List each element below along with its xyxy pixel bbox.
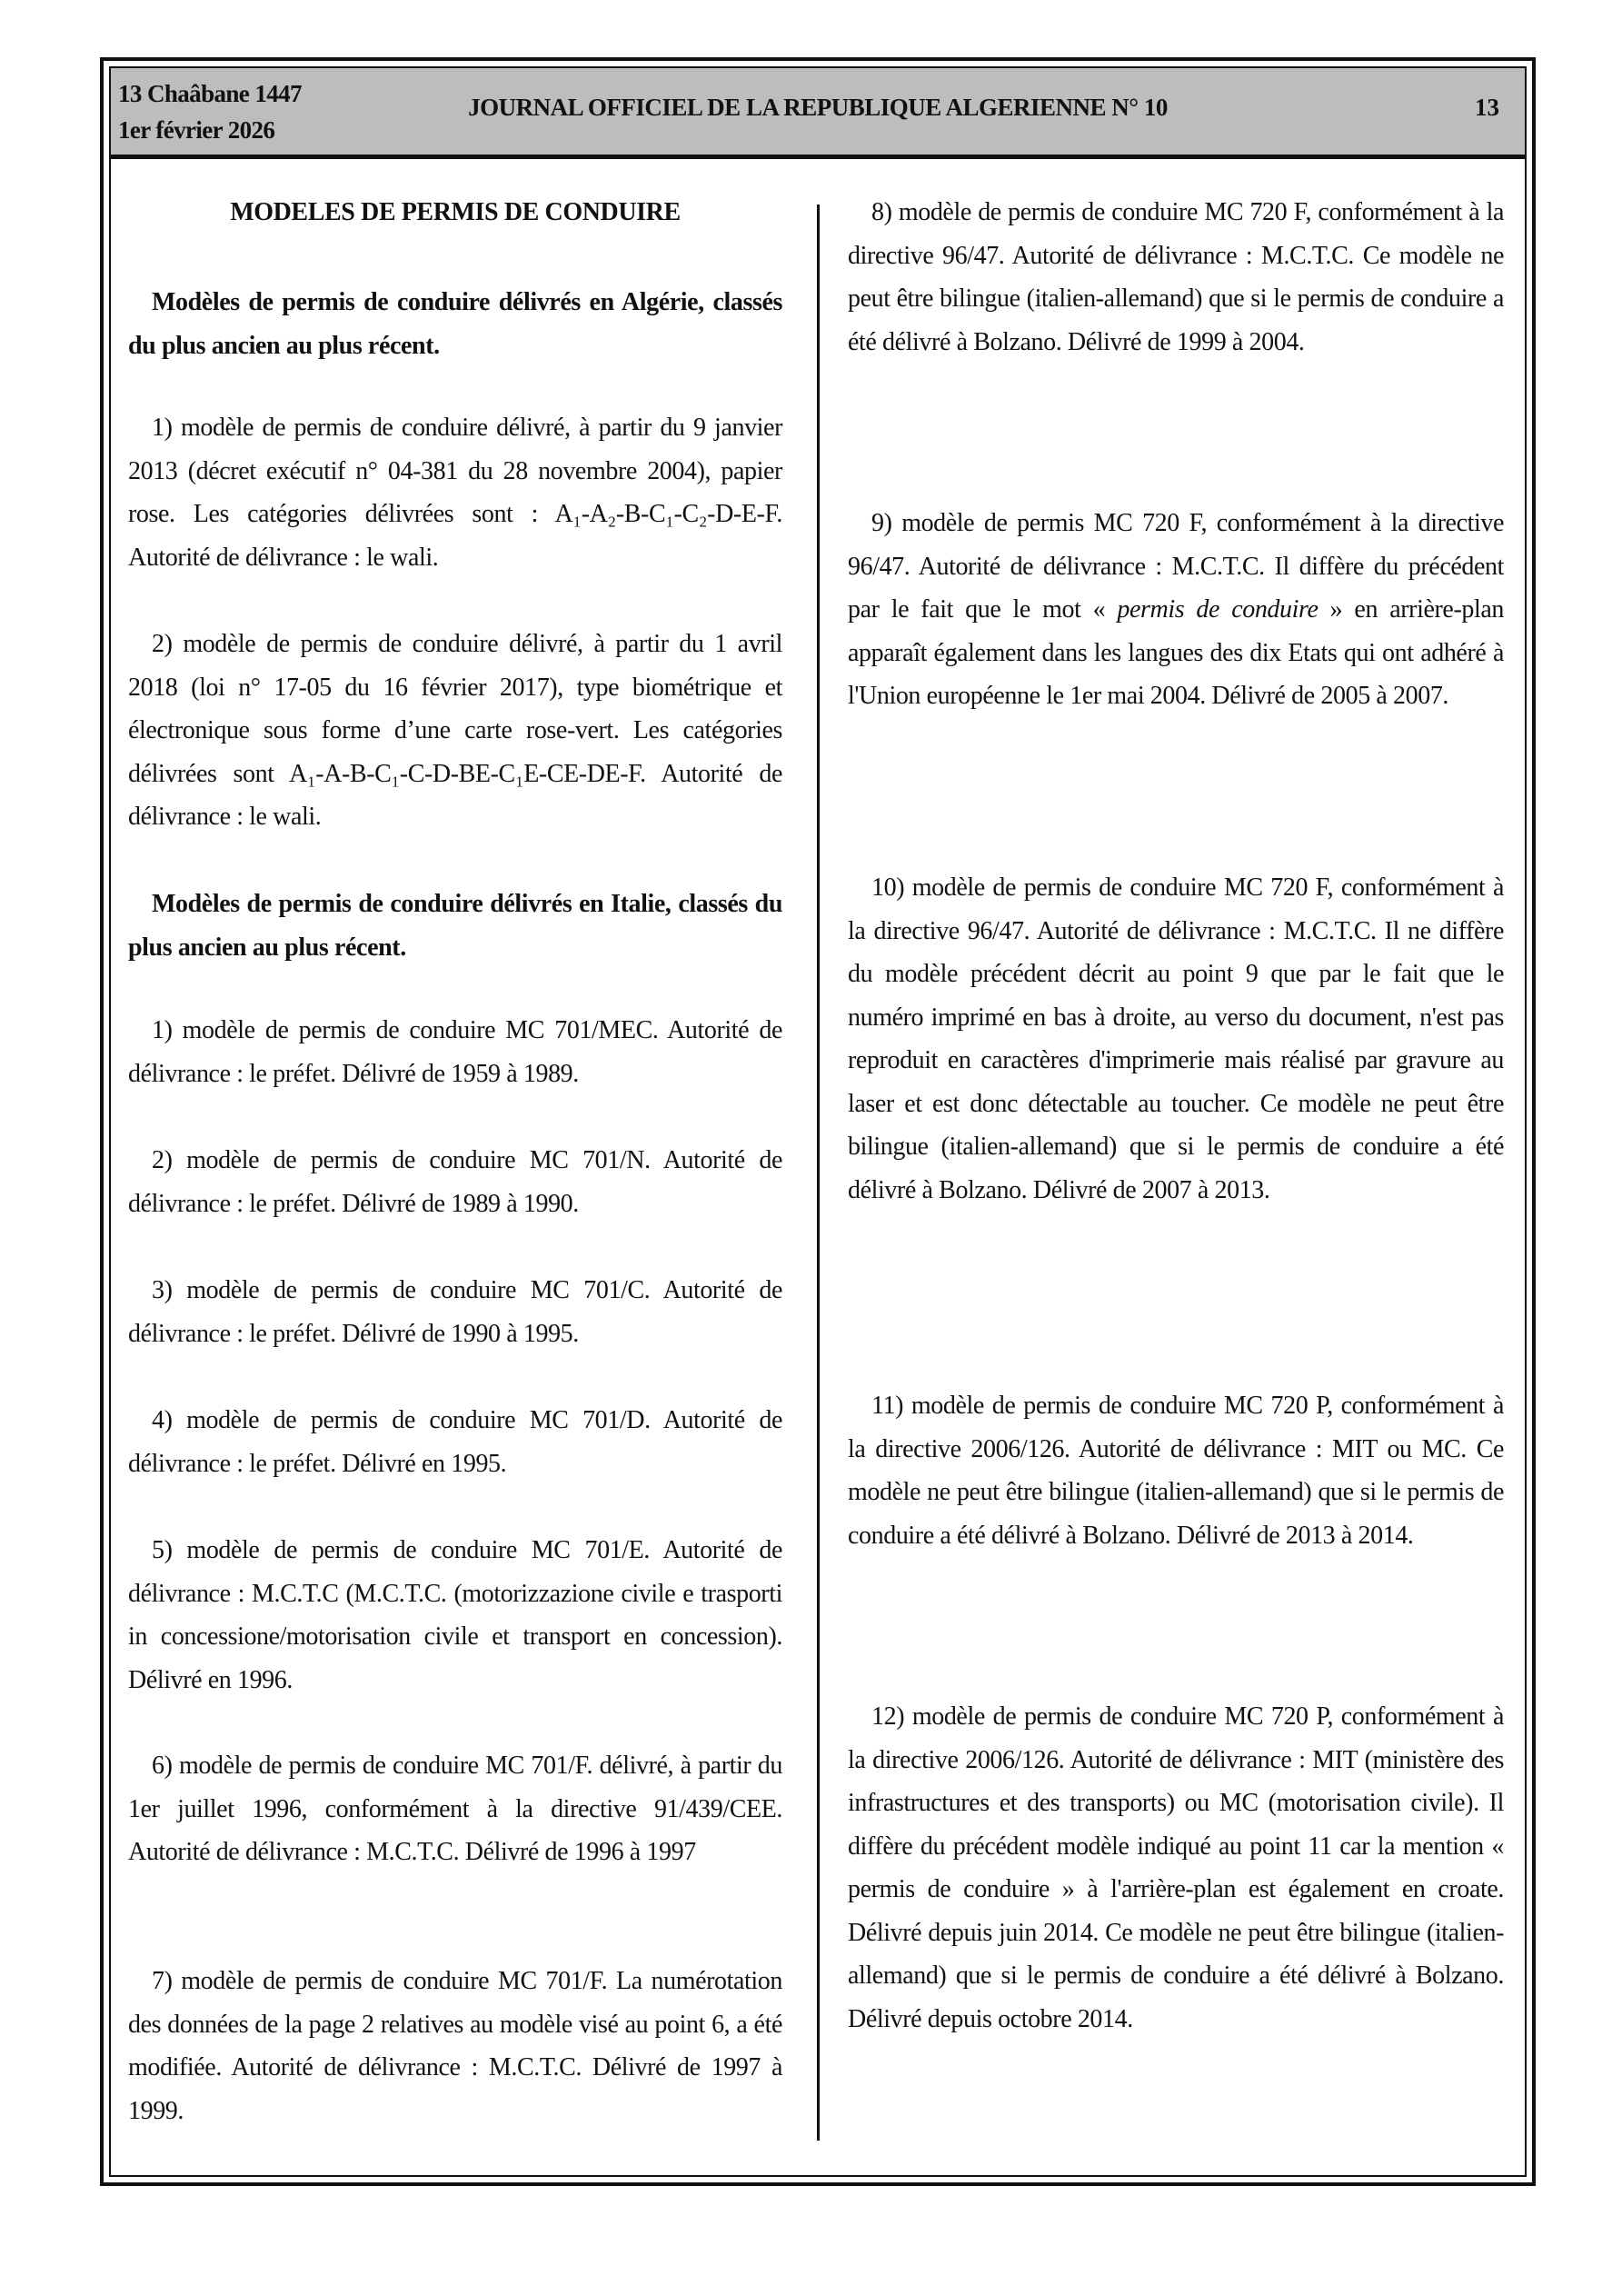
italy-item-8: 8) modèle de permis de conduire MC 720 F, conformément à la directive 96/47. Autorité de délivrance : M.C.T.C. Ce modèle ne peut être bilingue (italien-allemand) que si le permis de conduire a été délivré à Bolzano. Délivré de 1999 à 2004. (848, 198, 1504, 356)
section-title: MODELES DE PERMIS DE CONDUIRE (230, 198, 681, 226)
italy-item-2: 2) modèle de permis de conduire MC 701/N. Autorité de délivrance : le préfet. Délivré de 1989 à 1990. (128, 1146, 782, 1218)
item9-text-end: » en arrière-plan apparaît également dans les langues des dix Etats qui ont adhéré à l'Union européenne le 1er mai 2004. Délivré de 2005 à 2007. (848, 595, 1504, 710)
italy-item-5: 5) modèle de permis de conduire MC 701/E. Autorité de délivrance : M.C.T.C (M.C.T.C. (motorizzazione civile e trasporti in concessione/motorisation civile et transport en concession). Délivré en 1996. (128, 1536, 782, 1694)
algeria-heading: Modèles de permis de conduire délivrés en Algérie, classés du plus ancien au plus récent. (128, 288, 782, 360)
date-hijri: 13 Chaâbane 1447 (118, 80, 302, 107)
italy-item-11: 11) modèle de permis de conduire MC 720 P, conformément à la directive 2006/126. Autorité de délivrance : MIT ou MC. Ce modèle ne peut être bilingue (italien-allemand) que si le permis de conduire a été délivré à Bolzano. Délivré de 2013 à 2014. (848, 1392, 1504, 1550)
italy-item-1: 1) modèle de permis de conduire MC 701/MEC. Autorité de délivrance : le préfet. Délivré de 1959 à 1989. (128, 1016, 782, 1088)
italy-item-9 (848, 502, 1504, 718)
italy-item-4: 4) modèle de permis de conduire MC 701/D. Autorité de délivrance : le préfet. Délivré en 1995. (128, 1406, 782, 1478)
italy-item-7: 7) modèle de permis de conduire MC 701/F. La numérotation des données de la page 2 relatives au modèle visé au point 6, a été modifiée. Autorité de délivrance : M.C.T.C. Délivré de 1997 à 1999. (128, 1967, 782, 2125)
item9-text-start: 9) modèle de permis MC 720 F, conformément à la directive 96/47. Autorité de délivrance : M.C.T.C. Il diffère du précédent par le fait que le mot « (848, 509, 1504, 624)
journal-header (111, 68, 1525, 159)
italy-item-12: 12) modèle de permis de conduire MC 720 P, conformément à la directive 2006/126. Autorité de délivrance : MIT (ministère des infrastructures et des transports) ou MC (motorisation civile). Il diffère du précédent modèle indiqué au point 11 car la mention « permis de conduire » à l'arrière-plan est également en croate. Délivré depuis juin 2014. Ce modèle ne peut être bilingue (italien-allemand) que si le permis de conduire a été délivré à Bolzano. Délivré depuis octobre 2014. (848, 1702, 1504, 2033)
italy-item-10: 10) modèle de permis de conduire MC 720 F, conformément à la directive 96/47. Autorité de délivrance : M.C.T.C. Il ne diffère du modèle précédent décrit au point 9 que par le fait que le numéro imprimé en bas à droite, au verso du document, n'est pas reproduit en caractères d'imprimerie mais réalisé par gravure au laser et est donc détectable au toucher. Ce modèle ne peut être bilingue (italien-allemand) que si le permis de conduire a été délivré à Bolzano. Délivré de 2007 à 2013. (848, 873, 1504, 1204)
date-gregorian: 1er février 2026 (118, 116, 275, 144)
italy-heading: Modèles de permis de conduire délivrés en Italie, classés du plus ancien au plus récent. (128, 890, 782, 962)
column-divider (817, 205, 820, 2141)
italy-item-3: 3) modèle de permis de conduire MC 701/C. Autorité de délivrance : le préfet. Délivré de 1990 à 1995. (128, 1276, 782, 1348)
journal-title: JOURNAL OFFICIEL DE LA REPUBLIQUE ALGERIENNE N° 10 (468, 94, 1168, 121)
algeria-item-2: 2) modèle de permis de conduire délivré, à partir du 1 avril 2018 (loi n° 17-05 du 16 février 2017), type biométrique et électronique sous forme d’une carte rose-vert. Les catégories délivrées sont A₁-A-B-C₁-C-D-BE-C₁E-CE-DE-F. Autorité de délivrance : le wali. (128, 630, 782, 831)
algeria-item-1: 1) modèle de permis de conduire délivré, à partir du 9 janvier 2013 (décret exécutif n° 04-381 du 28 novembre 2004), papier rose. Les catégories délivrées sont : A₁-A₂-B-C₁-C₂-D-E-F. Autorité de délivrance : le wali. (128, 414, 782, 572)
page-number: 13 (1475, 94, 1499, 121)
italy-item-6: 6) modèle de permis de conduire MC 701/F. délivré, à partir du 1er juillet 1996, conformément à la directive 91/439/CEE. Autorité de délivrance : M.C.T.C. Délivré de 1996 à 1997 (128, 1752, 782, 1866)
item9-italic-term: permis de conduire (1117, 595, 1318, 624)
